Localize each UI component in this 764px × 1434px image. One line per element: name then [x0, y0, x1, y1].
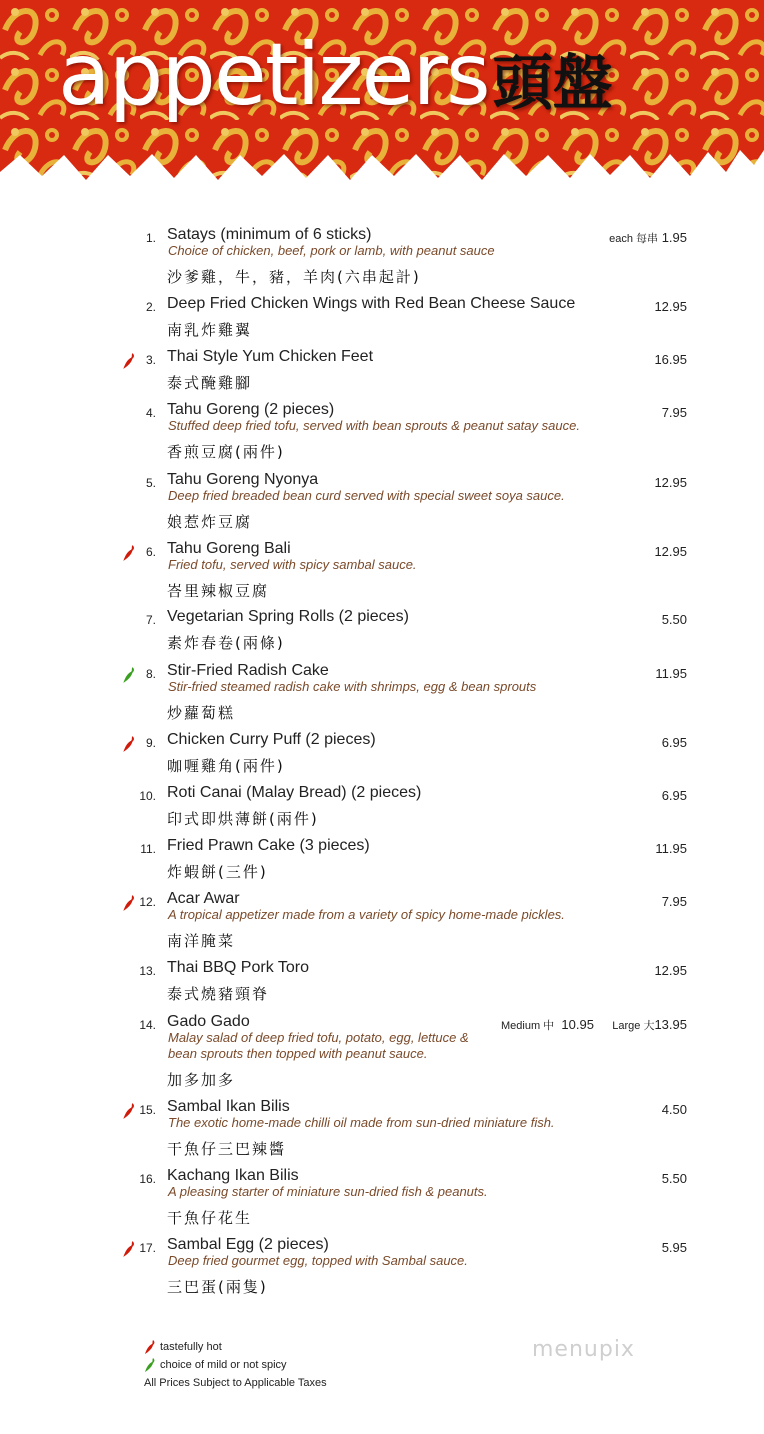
item-price: 12.95	[654, 963, 687, 978]
item-price: 7.95	[661, 894, 687, 909]
item-description: The exotic home-made chilli oil made from sun-dried miniature fish.	[168, 1115, 555, 1130]
item-number: 5.	[145, 476, 156, 490]
item-price: 5.50	[661, 612, 687, 627]
item-price: 11.95	[655, 841, 687, 856]
item-price: 6.95	[661, 788, 687, 803]
item-number: 13.	[139, 964, 156, 978]
item-description: A pleasing starter of miniature sun-dried fish & peanuts.	[168, 1184, 488, 1199]
item-chinese-name: 干魚仔三巴辣醬	[167, 1140, 287, 1158]
item-price: 6.95	[661, 735, 687, 750]
item-price: 4.50	[661, 1102, 687, 1117]
item-chinese-name: 干魚仔花生	[167, 1209, 253, 1227]
item-chinese-name: 素炸春卷(兩條)	[167, 634, 285, 652]
item-number: 7.	[145, 613, 156, 627]
legend	[144, 1338, 327, 1392]
item-chinese-name: 泰式燒豬頸脊	[167, 985, 270, 1003]
item-price: 16.95	[654, 352, 687, 367]
item-price: each 每串 1.95	[609, 230, 687, 245]
item-name: Stir-Fried Radish Cake	[167, 662, 329, 679]
item-price: Large 大13.95	[612, 1017, 687, 1032]
item-number: 11.	[140, 842, 156, 856]
item-number: 10.	[139, 789, 156, 803]
item-chinese-name: 三巴蛋(兩隻)	[167, 1278, 268, 1296]
header-banner	[0, 0, 764, 190]
watermark: menupix	[532, 1337, 635, 1362]
item-name: Vegetarian Spring Rolls (2 pieces)	[167, 608, 409, 625]
item-description: Deep fried gourmet egg, topped with Sambal sauce.	[168, 1253, 468, 1268]
item-name: Tahu Goreng Bali	[167, 540, 291, 557]
item-price: 12.95	[654, 544, 687, 559]
item-number: 16.	[139, 1172, 156, 1186]
item-chinese-name: 娘惹炸豆腐	[167, 513, 253, 531]
item-description: Choice of chicken, beef, pork or lamb, with peanut sauce	[168, 243, 495, 258]
item-name: Sambal Egg (2 pieces)	[167, 1236, 329, 1253]
item-number: 14.	[139, 1018, 156, 1032]
item-chinese-name: 峇里辣椒豆腐	[167, 582, 270, 600]
item-description: Deep fried breaded bean curd served with special sweet soya sauce.	[168, 488, 565, 503]
legend-hot	[144, 1338, 327, 1356]
item-number: 8.	[145, 667, 156, 681]
item-price: 12.95	[654, 299, 687, 314]
item-name: Deep Fried Chicken Wings with Red Bean Cheese Sauce	[167, 295, 576, 312]
item-chinese-name: 炒蘿蔔糕	[167, 704, 236, 722]
item-name: Thai Style Yum Chicken Feet	[167, 348, 374, 365]
item-number: 2.	[145, 300, 156, 314]
item-name: Gado Gado	[167, 1013, 250, 1030]
item-chinese-name: 炸蝦餅(三件)	[167, 863, 268, 881]
item-description: bean sprouts then topped with peanut sauce.	[168, 1046, 428, 1061]
item-name: Chicken Curry Puff (2 pieces)	[167, 731, 376, 748]
item-name: Kachang Ikan Bilis	[167, 1167, 299, 1184]
item-price: 5.95	[661, 1240, 687, 1255]
item-chinese-name: 南乳炸雞翼	[167, 321, 253, 339]
item-price: 7.95	[661, 405, 687, 420]
item-name: Tahu Goreng Nyonya	[167, 471, 319, 488]
item-price: 12.95	[654, 475, 687, 490]
item-chinese-name: 印式即烘薄餅(兩件)	[167, 810, 319, 828]
item-name: Satays (minimum of 6 sticks)	[167, 226, 372, 243]
legend-hot-label: tastefully hot	[160, 1341, 222, 1353]
item-name: Fried Prawn Cake (3 pieces)	[167, 837, 370, 854]
item-price: 5.50	[661, 1171, 687, 1186]
green-chili-icon	[144, 1357, 156, 1373]
item-number: 9.	[145, 736, 156, 750]
page-title: appetizers頭盤	[58, 25, 613, 125]
item-chinese-name: 沙爹雞，牛，豬，羊肉(六串起計)	[167, 268, 421, 286]
item-chinese-name: 咖喱雞角(兩件)	[167, 757, 285, 775]
item-description: Stir-fried steamed radish cake with shrimps, egg & bean sprouts	[168, 679, 537, 694]
item-description: Fried tofu, served with spicy sambal sauce.	[168, 557, 417, 572]
item-medium-price: Medium 中 10.95	[501, 1017, 594, 1032]
item-name: Thai BBQ Pork Toro	[167, 959, 309, 976]
tax-note: All Prices Subject to Applicable Taxes	[144, 1377, 327, 1389]
item-chinese-name: 南洋腌菜	[167, 932, 236, 950]
legend-mild-label: choice of mild or not spicy	[160, 1359, 287, 1371]
item-name: Acar Awar	[167, 890, 240, 907]
item-chinese-name: 泰式醃雞腳	[167, 374, 253, 392]
red-chili-icon	[144, 1339, 156, 1355]
item-name: Roti Canai (Malay Bread) (2 pieces)	[167, 784, 422, 801]
item-number: 3.	[145, 353, 156, 367]
item-number: 4.	[145, 406, 156, 420]
item-price: 11.95	[655, 666, 687, 681]
item-number: 12.	[139, 895, 156, 909]
item-number: 15.	[139, 1103, 156, 1117]
item-description: Malay salad of deep fried tofu, potato, egg, lettuce &	[168, 1030, 469, 1045]
legend-mild	[144, 1356, 327, 1374]
item-description: Stuffed deep fried tofu, served with bean sprouts & peanut satay sauce.	[168, 418, 580, 433]
item-name: Tahu Goreng (2 pieces)	[167, 401, 335, 418]
item-chinese-name: 加多加多	[167, 1071, 236, 1089]
item-number: 17.	[139, 1241, 156, 1255]
item-description: A tropical appetizer made from a variety of spicy home-made pickles.	[168, 907, 565, 922]
item-chinese-name: 香煎豆腐(兩件)	[167, 443, 285, 461]
item-number: 1.	[145, 231, 156, 245]
item-number: 6.	[145, 545, 156, 559]
item-name: Sambal Ikan Bilis	[167, 1098, 290, 1115]
page-title-chinese: 頭盤	[492, 49, 613, 119]
